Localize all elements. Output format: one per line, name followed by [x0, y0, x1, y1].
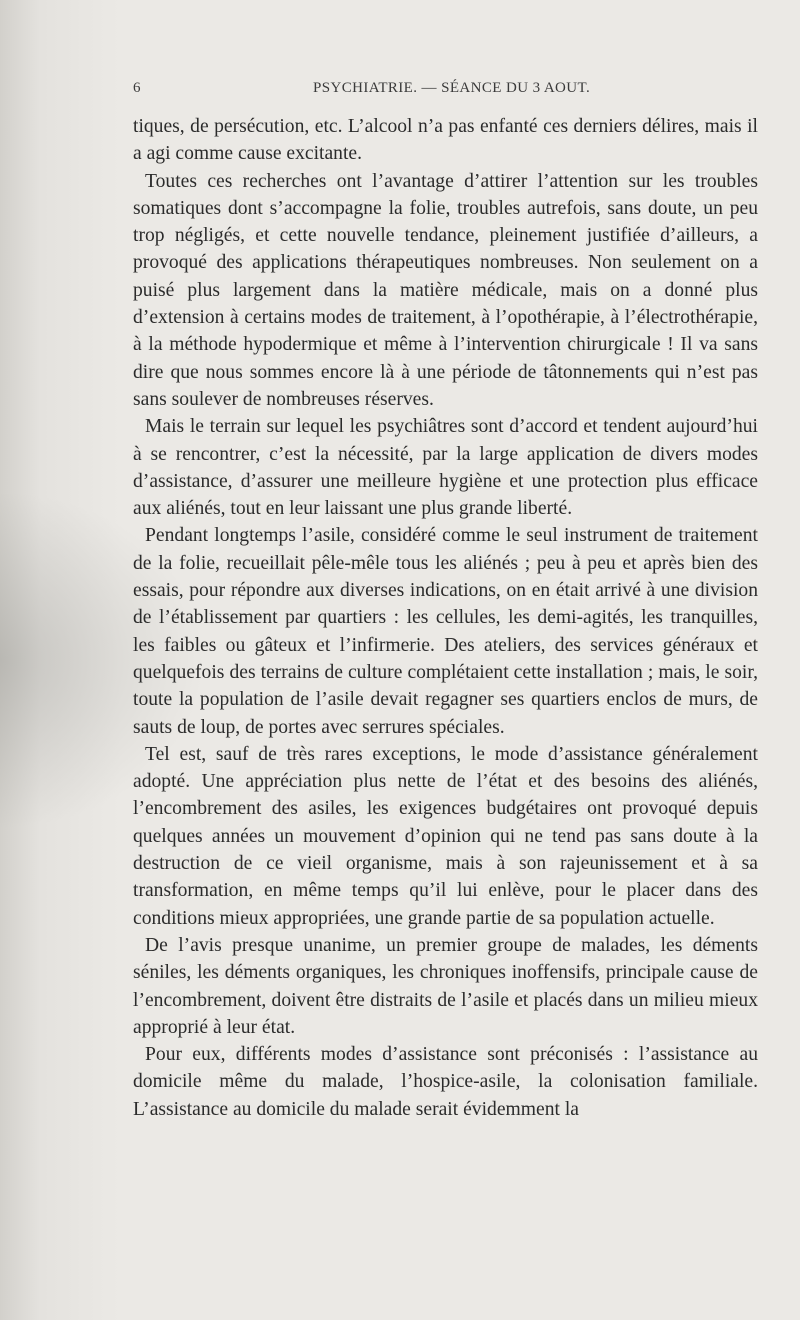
body-text	[133, 113, 758, 1123]
paragraph: Toutes ces recherches ont l’avantage d’attirer l’attention sur les troubles somatiques dont s’accompagne la folie, troubles autrefois, sans doute, un peu trop négligés, et cette nouvelle tendance, pleinement justifiée d’ailleurs, a provoqué des applications thérapeutiques nombreuses. Non seulement on a puisé plus largement dans la matière médicale, mais on a donné plus d’extension à certains modes de traitement, à l’opothérapie, à l’électrothérapie, à la méthode hypodermique et même à l’intervention chirurgicale ! Il va sans dire que nous sommes encore là à une période de tâtonnements qui n’est pas sans soulever de nombreuses réserves.	[133, 170, 758, 410]
running-head	[133, 80, 758, 104]
paragraph: Tel est, sauf de très rares exceptions, le mode d’assistance généralement adopté. Une appréciation plus nette de l’état et des besoins des aliénés, l’encombrement des asiles, les exigences budgétaires ont provoqué depuis quelques années un mouvement d’opinion qui ne tend pas sans doute à la destruction de ce vieil organisme, mais à son rajeunissement et à sa transformation, en même temps qu’il lui enlève, pour le placer dans des conditions mieux appropriées, une grande partie de sa population actuelle.	[133, 743, 758, 929]
paragraph: Mais le terrain sur lequel les psychiâtres sont d’accord et tendent aujourd’hui à se rencontrer, c’est la nécessité, par la large application de divers modes d’assistance, d’assurer une meilleure hygiène et une protection plus efficace aux aliénés, tout en leur laissant une plus grande liberté.	[133, 416, 758, 520]
paragraph: Pour eux, différents modes d’assistance sont préconisés : l’assistance au domicile même du malade, l’hospice-asile, la colonisation familiale. L’assistance au domicile du malade serait évidemment la	[133, 1044, 758, 1120]
paragraph-continued: tiques, de persécution, etc. L’alcool n’a pas enfanté ces derniers délires, mais il a agi comme cause excitante.	[133, 116, 758, 165]
running-title: PSYCHIATRIE. — SÉANCE DU 3 AOUT.	[313, 80, 591, 96]
paragraph: De l’avis presque unanime, un premier groupe de malades, les déments séniles, les déments organiques, les chroniques inoffensifs, principale cause de l’encombrement, doivent être distraits de l’asile et placés dans un milieu mieux approprié à leur état.	[133, 934, 758, 1038]
paragraph: Pendant longtemps l’asile, considéré comme le seul instrument de traitement de la folie, recueillait pêle-mêle tous les aliénés ; peu à peu et après bien des essais, pour répondre aux diverses indications, on en était arrivé à une division de l’établissement par quartiers : les cellules, les demi-agités, les tranquilles, les faibles ou gâteux et l’infirmerie. Des ateliers, des services généraux et quelquefois des terrains de culture complétaient cette installation ; mais, le soir, toute la population de l’asile devait regagner ses quartiers enclos de murs, de sauts de loup, de portes avec serrures spéciales.	[133, 525, 758, 738]
page-number: 6	[133, 80, 141, 96]
